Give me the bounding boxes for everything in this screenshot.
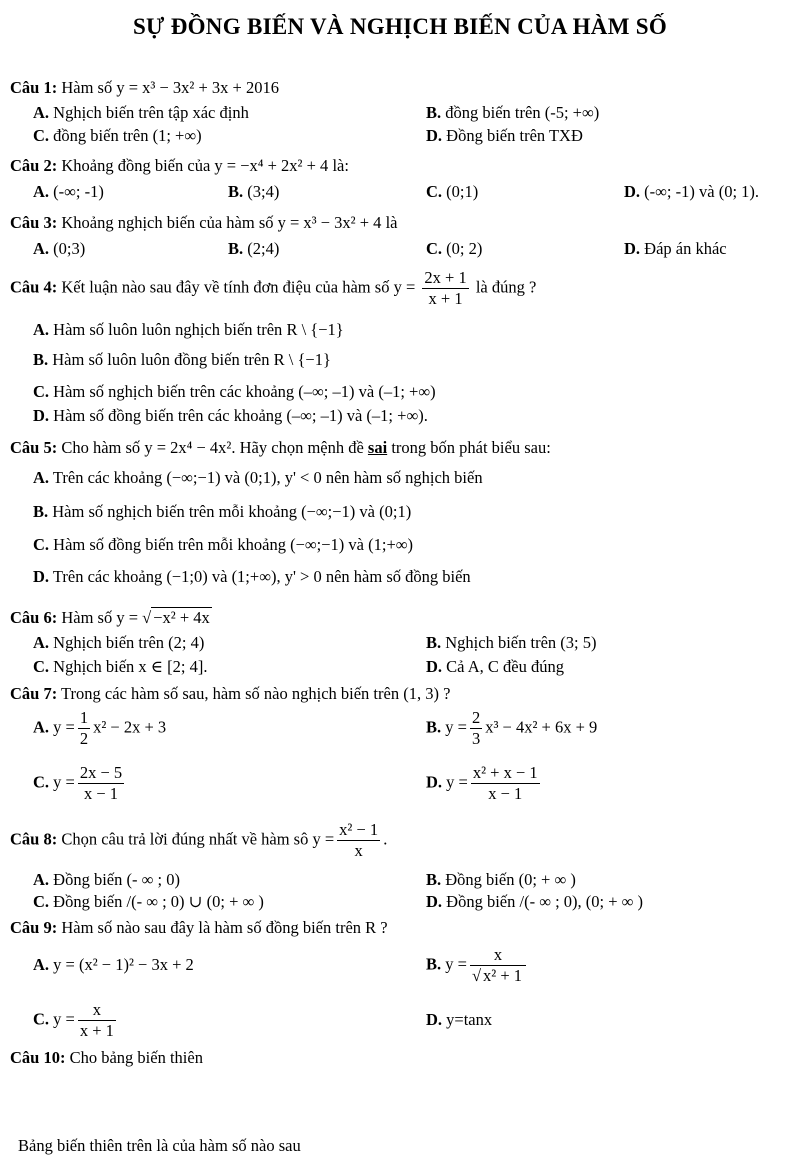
option-text: (3;4) bbox=[247, 182, 280, 201]
radicand: x² + 1 bbox=[483, 966, 523, 985]
function-y: y = bbox=[116, 608, 139, 627]
option-text: Hàm số đồng biến trên mỗi khoảng (−∞;−1) và (1;+∞) bbox=[53, 535, 414, 554]
option-text: Trên các khoảng (−∞;−1) và (0;1), y' < 0 nên hàm số nghịch biến bbox=[52, 468, 483, 487]
question-tail: là bbox=[385, 213, 398, 232]
option-label: D. bbox=[33, 406, 50, 425]
option-label: B. bbox=[228, 182, 244, 201]
option-b bbox=[426, 708, 597, 749]
option-label: D. bbox=[624, 182, 641, 201]
question-9 bbox=[10, 918, 388, 938]
option-set: R \ {−1} bbox=[273, 350, 331, 369]
function-fraction bbox=[78, 1000, 116, 1041]
option-label: C. bbox=[33, 126, 50, 145]
option-text: Đồng biến (0; + ∞ ) bbox=[445, 870, 576, 889]
option-label: D. bbox=[426, 126, 443, 145]
option-label: A. bbox=[33, 870, 50, 889]
option-b bbox=[426, 633, 596, 653]
fraction-numerator: x bbox=[470, 945, 526, 966]
option-c bbox=[33, 535, 413, 555]
sqrt-icon: √ bbox=[142, 608, 152, 627]
option-text: đồng biến trên (1; +∞) bbox=[53, 126, 202, 145]
option-d bbox=[426, 657, 564, 677]
function-y: y = bbox=[53, 717, 75, 737]
function-rest: x² − 2x + 3 bbox=[93, 717, 167, 737]
option-text: Đáp án khác bbox=[644, 239, 727, 258]
option-label: B. bbox=[33, 350, 49, 369]
fraction-denominator: x + 1 bbox=[428, 289, 463, 308]
question-label: Câu 4: bbox=[10, 277, 58, 297]
question-label: Câu 3: bbox=[10, 213, 58, 232]
option-c bbox=[33, 1000, 119, 1041]
fraction-denominator: x − 1 bbox=[488, 784, 523, 803]
question-8 bbox=[10, 820, 387, 861]
question-tail: . bbox=[383, 829, 388, 849]
option-d bbox=[426, 126, 583, 146]
option-b bbox=[426, 103, 599, 123]
question-label: Câu 1: bbox=[10, 78, 58, 97]
function-fraction bbox=[470, 945, 526, 986]
option-text: Nghịch biến trên (3; 5) bbox=[445, 633, 597, 652]
question-text: Cho bảng biến thiên bbox=[69, 1048, 203, 1067]
option-label: C. bbox=[33, 1009, 50, 1029]
option-label: A. bbox=[33, 955, 50, 974]
fraction-denominator: 3 bbox=[471, 729, 481, 748]
question-10 bbox=[10, 1048, 203, 1068]
question-tail: là: bbox=[332, 156, 349, 175]
function-fraction bbox=[470, 708, 482, 749]
question-label: Câu 5: bbox=[10, 438, 58, 457]
question-label: Câu 9: bbox=[10, 918, 58, 937]
option-label: C. bbox=[33, 772, 50, 792]
option-label: A. bbox=[33, 103, 50, 122]
function-fraction bbox=[78, 763, 124, 804]
option-text: Đồng biến /(- ∞ ; 0) ∪ (0; + ∞ ) bbox=[53, 892, 264, 911]
fraction-numerator: 2x − 5 bbox=[79, 763, 123, 782]
option-text: Hàm số nghịch biến trên các khoảng (–∞; –1) và (–1; +∞) bbox=[53, 382, 436, 401]
option-text: đồng biến trên (-5; +∞) bbox=[445, 103, 600, 122]
option-text: (0;3) bbox=[53, 239, 86, 258]
option-label: C. bbox=[33, 657, 50, 676]
function-y: y = bbox=[393, 277, 416, 297]
question-label: Câu 8: bbox=[10, 829, 58, 849]
fraction-denominator: x bbox=[354, 841, 363, 860]
question-4 bbox=[10, 268, 536, 309]
question-text: Khoảng nghịch biến của hàm số bbox=[61, 213, 274, 232]
option-a bbox=[33, 239, 85, 259]
function-fraction bbox=[78, 708, 90, 749]
function-rest: x³ − 4x² + 6x + 9 bbox=[485, 717, 598, 737]
option-label: B. bbox=[228, 239, 244, 258]
option-label: A. bbox=[33, 468, 50, 487]
option-c bbox=[426, 239, 482, 259]
option-a bbox=[33, 468, 483, 488]
option-label: A. bbox=[33, 182, 50, 201]
page-title: SỰ ĐỒNG BIẾN VÀ NGHỊCH BIẾN CỦA HÀM SỐ bbox=[132, 14, 668, 39]
question-mid: . Hãy chọn mệnh đề bbox=[231, 438, 364, 457]
question-text: Cho hàm số bbox=[61, 438, 141, 457]
question-text: Kết luận nào sau đây về tính đơn điệu của hàm số bbox=[61, 277, 390, 297]
option-text: Hàm số luôn luôn nghịch biến trên bbox=[53, 320, 283, 339]
option-text: y=tanx bbox=[446, 1010, 493, 1029]
function-formula: y = x³ − 3x² + 4 bbox=[277, 213, 382, 232]
option-label: A. bbox=[33, 239, 50, 258]
function-y: y = bbox=[53, 1009, 75, 1029]
question-label: Câu 10: bbox=[10, 1048, 66, 1067]
option-d bbox=[624, 182, 759, 202]
option-a bbox=[33, 320, 344, 340]
option-label: C. bbox=[33, 535, 50, 554]
option-text: (-∞; -1) bbox=[53, 182, 104, 201]
option-b bbox=[33, 502, 411, 522]
fraction-denominator: 2 bbox=[79, 729, 89, 748]
fraction-numerator: 2 bbox=[471, 708, 481, 727]
option-label: B. bbox=[33, 502, 49, 521]
option-b bbox=[426, 945, 529, 986]
option-text: Đồng biến /(- ∞ ; 0), (0; + ∞ ) bbox=[446, 892, 644, 911]
option-a bbox=[33, 708, 166, 749]
option-d bbox=[624, 239, 727, 259]
option-c bbox=[33, 126, 202, 146]
fraction-numerator: x² − 1 bbox=[339, 820, 379, 839]
option-text: Trên các khoảng (−1;0) và (1;+∞), y' > 0 nên hàm số đồng biến bbox=[52, 567, 471, 586]
question-text: Hàm số nào sau đây là hàm số đồng biến trên R ? bbox=[61, 918, 388, 937]
option-text: Đồng biến (- ∞ ; 0) bbox=[53, 870, 180, 889]
option-label: D. bbox=[426, 772, 443, 792]
option-b bbox=[228, 239, 279, 259]
fraction-numerator: x² + x − 1 bbox=[472, 763, 538, 782]
option-text: (2;4) bbox=[247, 239, 280, 258]
option-text: Đồng biến trên TXĐ bbox=[446, 126, 583, 145]
function-fraction bbox=[422, 268, 468, 309]
question-label: Câu 2: bbox=[10, 156, 58, 175]
option-label: D. bbox=[33, 567, 50, 586]
option-label: A. bbox=[33, 320, 50, 339]
question-text: Chọn câu trả lời đúng nhất về hàm sô bbox=[61, 829, 309, 849]
option-text: y = (x² − 1)² − 3x + 2 bbox=[53, 955, 194, 974]
function-formula: y = −x⁴ + 2x² + 4 bbox=[214, 156, 329, 175]
option-label: B. bbox=[426, 870, 442, 889]
question-5 bbox=[10, 438, 551, 458]
fraction-denominator: x + 1 bbox=[79, 1021, 114, 1040]
fraction-denominator: x − 1 bbox=[83, 784, 119, 803]
function-formula: y = x³ − 3x² + 3x + 2016 bbox=[116, 78, 279, 97]
function-y: y = bbox=[53, 772, 75, 792]
option-a bbox=[33, 870, 180, 890]
question-7 bbox=[10, 684, 450, 704]
option-c bbox=[33, 892, 264, 912]
fraction-numerator: x bbox=[78, 1000, 116, 1021]
option-text: Nghịch biến x ∈ [2; 4]. bbox=[53, 657, 208, 676]
question-1 bbox=[10, 78, 279, 98]
question-text: Trong các hàm số sau, hàm số nào nghịch biến trên (1, 3) ? bbox=[61, 684, 451, 703]
sqrt-icon: √ bbox=[471, 966, 482, 985]
option-text: Nghịch biến trên (2; 4) bbox=[53, 633, 205, 652]
option-text: (0;1) bbox=[446, 182, 479, 201]
option-text: Hàm số luôn luôn đồng biến trên bbox=[52, 350, 270, 369]
option-a bbox=[33, 182, 104, 202]
option-label: D. bbox=[426, 892, 443, 911]
option-label: C. bbox=[426, 182, 443, 201]
question-text: Khoảng đồng biến của bbox=[61, 156, 211, 175]
option-c bbox=[33, 382, 436, 402]
option-label: A. bbox=[33, 633, 50, 652]
question-label: Câu 7: bbox=[10, 684, 58, 703]
function-y: y = bbox=[312, 829, 335, 849]
emphasis-sai: sai bbox=[367, 438, 388, 457]
option-d bbox=[426, 763, 543, 804]
option-text: Hàm số nghịch biến trên mỗi khoảng (−∞;−1) và (0;1) bbox=[52, 502, 412, 521]
option-label: A. bbox=[33, 717, 50, 737]
question-text: Hàm số bbox=[61, 608, 113, 627]
option-label: B. bbox=[426, 103, 442, 122]
option-label: D. bbox=[426, 657, 443, 676]
question-6 bbox=[10, 608, 212, 628]
option-label: D. bbox=[426, 1010, 443, 1029]
question-tail: trong bốn phát biểu sau: bbox=[391, 438, 551, 457]
question-text: Hàm số bbox=[61, 78, 113, 97]
option-text: Hàm số đồng biến trên các khoảng (–∞; –1) và (–1; +∞). bbox=[53, 406, 428, 425]
fraction-denominator bbox=[470, 966, 526, 986]
option-c bbox=[426, 182, 478, 202]
radicand: −x² + 4x bbox=[153, 608, 210, 627]
option-d bbox=[33, 406, 428, 426]
option-a bbox=[33, 103, 249, 123]
option-label: D. bbox=[624, 239, 641, 258]
question-3 bbox=[10, 213, 397, 233]
question-tail: là đúng ? bbox=[475, 277, 537, 297]
fraction-numerator: 2x + 1 bbox=[424, 268, 467, 287]
option-text: Cả A, C đều đúng bbox=[446, 657, 564, 676]
function-formula: y = 2x⁴ − 4x² bbox=[144, 438, 232, 457]
fraction-numerator: 1 bbox=[79, 708, 89, 727]
question-2 bbox=[10, 156, 349, 176]
option-set: R \ {−1} bbox=[286, 320, 344, 339]
option-text: (-∞; -1) và (0; 1). bbox=[644, 182, 760, 201]
option-d bbox=[426, 1010, 492, 1030]
option-b bbox=[228, 182, 279, 202]
option-a bbox=[33, 955, 194, 975]
option-d bbox=[33, 567, 471, 587]
function-fraction bbox=[337, 820, 380, 861]
option-label: B. bbox=[426, 633, 442, 652]
option-text: Nghịch biến trên tập xác định bbox=[53, 103, 249, 122]
footer-text: Bảng biến thiên trên là của hàm số nào sau bbox=[18, 1136, 301, 1155]
option-c bbox=[33, 763, 127, 804]
function-fraction bbox=[471, 763, 540, 804]
option-label: C. bbox=[426, 239, 443, 258]
option-a bbox=[33, 633, 204, 653]
option-d bbox=[426, 892, 643, 912]
option-label: B. bbox=[426, 717, 442, 737]
option-b bbox=[33, 350, 331, 370]
option-label: C. bbox=[33, 892, 50, 911]
option-text: (0; 2) bbox=[446, 239, 483, 258]
option-label: B. bbox=[426, 954, 442, 974]
option-c bbox=[33, 657, 207, 677]
function-y: y = bbox=[446, 772, 468, 792]
option-b bbox=[426, 870, 576, 890]
function-y: y = bbox=[445, 954, 467, 974]
question-label: Câu 6: bbox=[10, 608, 58, 627]
function-y: y = bbox=[445, 717, 467, 737]
option-label: C. bbox=[33, 382, 50, 401]
